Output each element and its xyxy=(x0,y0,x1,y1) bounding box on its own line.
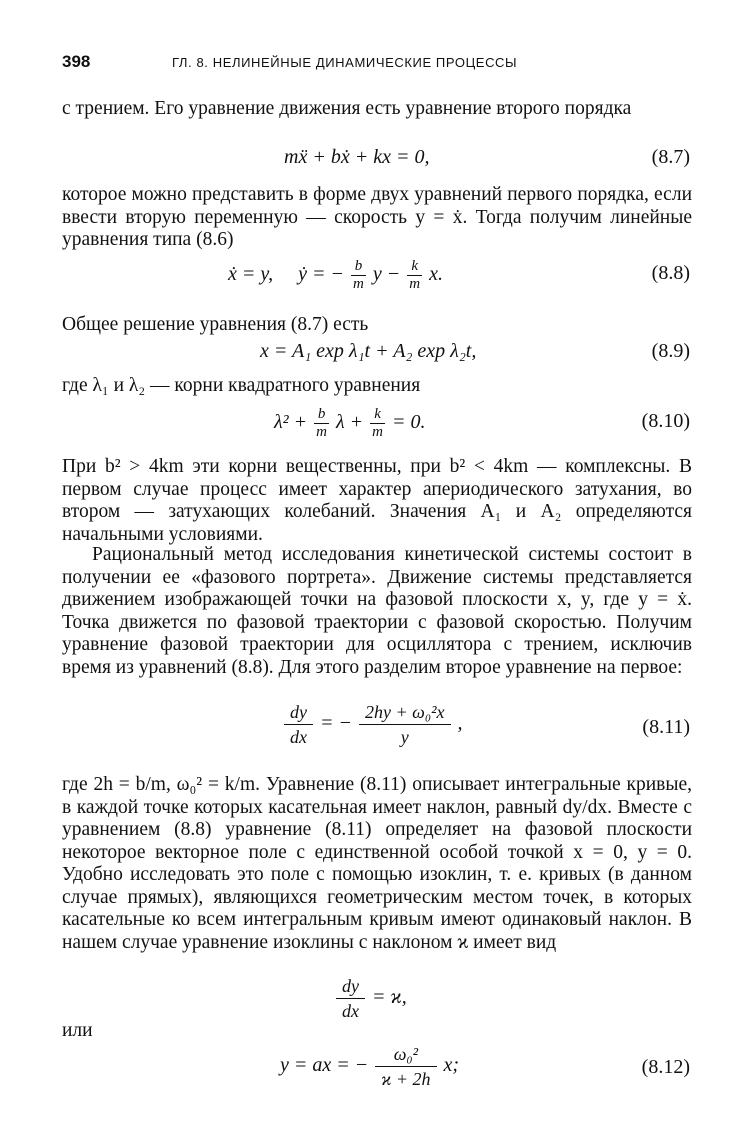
eq-part: = ϰ, xyxy=(372,986,407,1009)
eq-part: y = ax = − xyxy=(280,1054,369,1077)
equation-body xyxy=(274,406,426,441)
equation-number: (8.11) xyxy=(642,716,690,738)
equation-body xyxy=(280,1042,459,1091)
equation-body xyxy=(282,700,463,749)
equation-body xyxy=(334,974,407,1023)
eq-part: x; xyxy=(443,1054,460,1077)
paragraph-8: или xyxy=(62,1020,93,1041)
fraction xyxy=(407,258,422,293)
equation-number: (8.9) xyxy=(651,340,690,362)
equation-8-12 xyxy=(62,1042,692,1092)
paragraph-4: где λ₁ и λ₂ — корни квадратного уравнения xyxy=(62,375,421,396)
paragraph-1: с трением. Его уравнение движения есть уравнение второго порядка xyxy=(62,98,632,119)
eq-part: λ + xyxy=(336,411,364,434)
fraction-denominator: m xyxy=(316,424,327,440)
eq-part: y − xyxy=(372,263,401,286)
running-title: ГЛ. 8. НЕЛИНЕЙНЫЕ ДИНАМИЧЕСКИЕ ПРОЦЕССЫ xyxy=(172,55,518,70)
eq-part: λ² + xyxy=(274,411,308,434)
equation-8-10 xyxy=(62,406,692,446)
equation-8-8 xyxy=(62,258,692,298)
eq-part: = 0. xyxy=(392,411,426,434)
fraction-denominator: m xyxy=(353,276,364,292)
equation-number: (8.10) xyxy=(641,410,690,432)
fraction xyxy=(314,406,329,441)
fraction-numerator: dy xyxy=(284,700,313,725)
equation-8-11 xyxy=(62,700,692,756)
paragraph-2: которое можно представить в форме двух уравнений первого порядка, если ввести вторую переменную — скорость y = ẋ. Тогда получим линейные уравнения типа (8.6) xyxy=(62,184,692,250)
equation-body: mẍ + bẋ + kx = 0, xyxy=(284,146,430,168)
paragraph-6: Рациональный метод исследования кинетической системы состоит в получении ее «фазового портрета». Движение системы представляется движением изображающей точки на фазовой плоскости x, y, где y = ẋ. Точка движется по фазовой траектории с фазовой скоростью. Получим уравнение фазовой траектории для осциллятора с трением, исключив время из уравнений (8.8). Для этого разделим второе уравнение на первое: xyxy=(62,544,692,678)
fraction xyxy=(370,406,385,441)
fraction-numerator: 2hy + ω₀²x xyxy=(359,700,451,725)
paragraph-7: где 2h = b/m, ω₀² = k/m. Уравнение (8.11) описывает интегральные кривые, в каждой точке которых касательная имеет наклон, равный dy/dx. Вместе с уравнением (8.8) уравнение (8.11) определяет на фазовой плоскости некоторое векторное поле с единственной особой точкой x = 0, y = 0. Удобно исследовать это поле с помощью изоклин, т. е. кривых (в данном случае прямых), являющихся геометрическим местом точек, в которых касательные ко всем интегральным кривым имеют одинаковый наклон. В нашем случае уравнение изоклины с наклоном ϰ имеет вид xyxy=(62,774,692,953)
fraction-numerator: b xyxy=(314,406,329,424)
fraction xyxy=(284,700,313,749)
fraction-numerator: k xyxy=(407,258,422,276)
equation-isocline xyxy=(62,974,692,1024)
paragraph-5: При b² > 4km эти корни вещественны, при b² < 4km — комплексны. В первом случае процесс имеет характер апериодического затухания, во втором — затухающих колебаний. Значения A₁ и A₂ определяются начальными условиями. xyxy=(62,456,692,545)
equation-number: (8.12) xyxy=(641,1056,690,1078)
fraction xyxy=(336,974,365,1023)
fraction-numerator: ω₀² xyxy=(375,1042,436,1067)
equation-number: (8.8) xyxy=(651,262,690,284)
equation-number: (8.7) xyxy=(651,146,690,168)
fraction-denominator: m xyxy=(372,424,384,440)
fraction xyxy=(359,700,451,749)
fraction-denominator: m xyxy=(409,276,421,292)
eq-part: ẏ = − xyxy=(298,263,345,286)
eq-part: = − xyxy=(320,712,352,735)
equation-8-7 xyxy=(62,146,692,186)
fraction-denominator: dx xyxy=(342,1001,359,1021)
fraction-denominator: dx xyxy=(290,727,307,747)
eq-part: x. xyxy=(429,263,443,286)
fraction-numerator: dy xyxy=(336,974,365,999)
page-number: 398 xyxy=(62,52,91,71)
equation-8-9 xyxy=(62,340,692,380)
fraction-denominator: ϰ + 2h xyxy=(381,1069,431,1089)
eq-part: , xyxy=(457,712,463,735)
fraction xyxy=(375,1042,436,1091)
page-header xyxy=(62,52,690,76)
fraction xyxy=(351,258,366,293)
fraction-numerator: b xyxy=(351,258,366,276)
equation-body xyxy=(228,258,443,293)
eq-part: ẋ = y, xyxy=(228,263,274,286)
equation-body: x = A₁ exp λ₁t + A₂ exp λ₂t, xyxy=(260,340,477,362)
paragraph-3: Общее решение уравнения (8.7) есть xyxy=(62,314,369,335)
fraction-numerator: k xyxy=(370,406,385,424)
fraction-denominator: y xyxy=(400,727,409,747)
